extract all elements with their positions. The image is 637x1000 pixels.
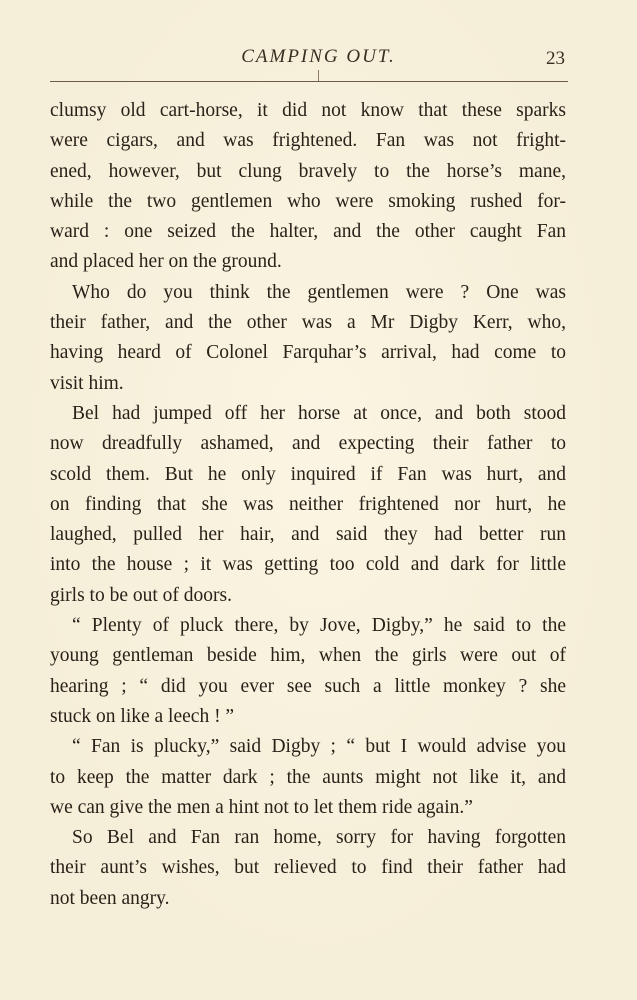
page-number: 23 [546,48,565,69]
text-line: not been angry. [50,887,170,909]
text-line: now dreadfully ashamed, and expecting their father to [50,433,566,455]
text-line: “ Plenty of pluck there, by Jove, Digby,” he said to the [72,615,566,637]
text-line: and placed her on the ground. [50,251,282,273]
text-line: Bel had jumped off her horse at once, and both stood [72,402,566,424]
text-line: laughed, pulled her hair, and said they had better run [50,524,566,546]
text-line: ward : one seized the halter, and the other caught Fan [50,221,566,243]
text-line: we can give the men a hint not to let them ride again.” [50,796,473,818]
text-line: their aunt’s wishes, but relieved to find their father had [50,857,566,879]
text-line: So Bel and Fan ran home, sorry for having forgotten [72,827,566,849]
text-line: were cigars, and was frightened. Fan was not fright- [50,130,566,152]
text-line: clumsy old cart-horse, it did not know that these sparks [50,100,566,121]
text-line: ened, however, but clung bravely to the horse’s mane, [50,160,566,182]
text-line: into the house ; it was getting too cold and dark for little [50,554,566,576]
text-line: to keep the matter dark ; the aunts might not like it, and [50,766,566,788]
text-line: “ Fan is plucky,” said Digby ; “ but I would advise you [72,736,566,758]
text-line: scold them. But he only inquired if Fan was hurt, and [50,463,566,485]
text-line: while the two gentlemen who were smoking rushed for- [50,190,566,212]
text-line: young gentleman beside him, when the girls were out of [50,645,566,667]
text-line: on finding that she was neither frightened nor hurt, he [50,493,566,515]
text-line: having heard of Colonel Farquhar’s arrival, had come to [50,342,566,364]
text-line: their father, and the other was a Mr Digby Kerr, who, [50,312,566,334]
text-line: stuck on like a leech ! ” [50,705,235,727]
running-head [0,46,637,72]
running-title: CAMPING OUT. [241,46,396,67]
text-line: girls to be out of doors. [50,584,232,606]
text-line: hearing ; “ did you ever see such a little monkey ? she [50,675,566,697]
text-line: Who do you think the gentlemen were ? One was [72,281,566,303]
text-line: visit him. [50,372,124,394]
header-rule [50,81,568,82]
body-text [50,96,566,914]
